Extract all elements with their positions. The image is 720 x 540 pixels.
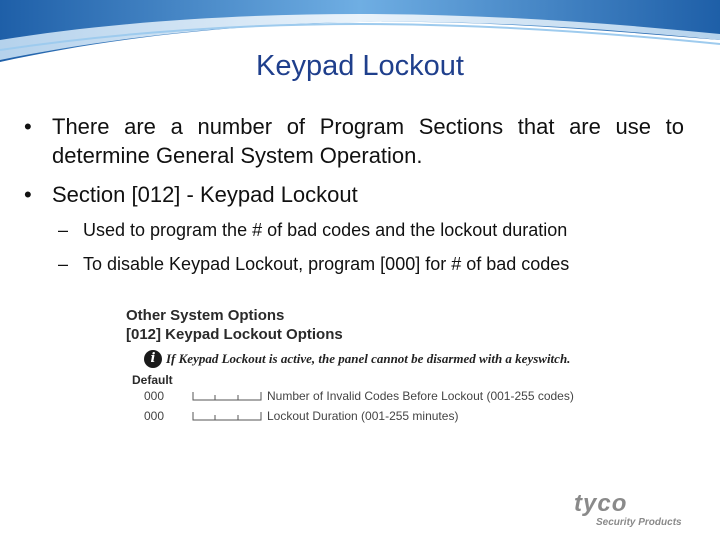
logo-tagline: Security Products xyxy=(596,517,682,528)
slide-title: Keypad Lockout xyxy=(256,50,464,82)
default-value: 000 xyxy=(144,409,165,423)
figure-subheading: [012] Keypad Lockout Options xyxy=(126,326,343,343)
manual-excerpt-figure xyxy=(122,305,602,430)
entry-slots xyxy=(192,410,262,422)
bullet-text: There are a number of Program Sections that are use to determine General System Operation. xyxy=(52,114,684,168)
figure-heading: Other System Options xyxy=(126,307,285,324)
bullet-item xyxy=(24,112,684,172)
bullet-item xyxy=(24,180,684,210)
default-label: Default xyxy=(132,373,173,387)
sub-bullet-text: Used to program the # of bad codes and the lockout duration xyxy=(83,220,568,240)
logo-wordmark: tyco xyxy=(574,490,628,517)
info-icon: i xyxy=(144,350,162,368)
default-value: 000 xyxy=(144,389,165,403)
bullet-marker: • xyxy=(24,114,32,139)
tyco-logo xyxy=(560,490,690,530)
bullet-text: Section [012] - Keypad Lockout xyxy=(52,182,358,207)
option-description: Number of Invalid Codes Before Lockout (001-255 codes) xyxy=(267,389,574,403)
sub-bullet-marker: – xyxy=(58,220,69,240)
option-description: Lockout Duration (001-255 minutes) xyxy=(267,409,459,423)
bullet-marker: • xyxy=(24,182,32,207)
entry-slots xyxy=(192,390,262,402)
sub-bullet-marker: – xyxy=(58,254,69,274)
figure-note: If Keypad Lockout is active, the panel cannot be disarmed with a keyswitch. xyxy=(166,351,571,366)
sub-bullet-text: To disable Keypad Lockout, program [000] for # of bad codes xyxy=(83,254,570,274)
